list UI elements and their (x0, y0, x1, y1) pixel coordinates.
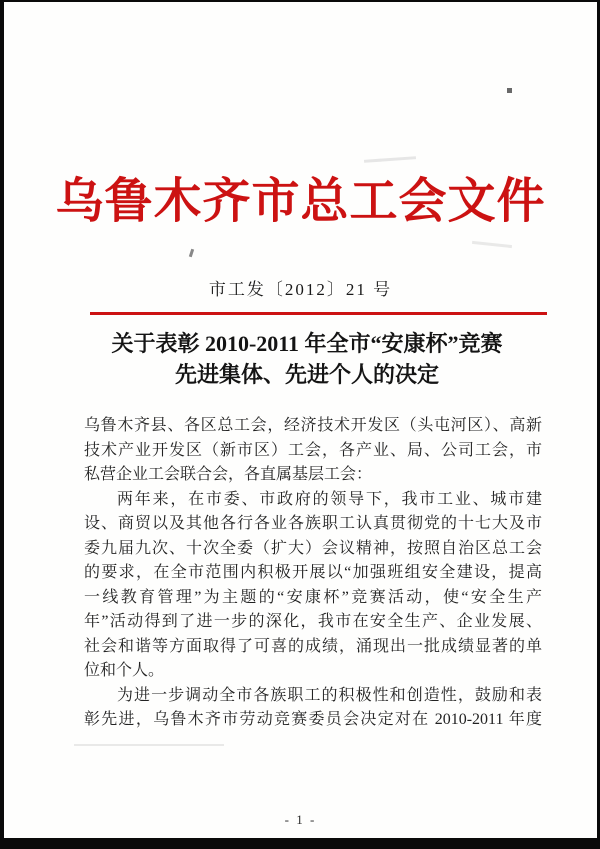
body-line: 社会和谐等方面取得了可喜的成绩，涌现出一批成绩显著的单 (84, 637, 542, 655)
body-line: 一线教育管理”为主题的“安康杯”竞赛活动，使“安全生产 (84, 588, 542, 606)
document-body (84, 414, 542, 733)
body-line: 设、商贸以及其他各行各业各族职工认真贯彻党的十七大及市 (84, 515, 542, 532)
body-line: 技术产业开发区（新市区）工会，各产业、局、公司工会，市 (84, 441, 542, 459)
body-line: 彰先进，乌鲁木齐市劳动竞赛委员会决定对在 2010-2011 年度 (84, 711, 542, 728)
red-divider-rule (90, 312, 547, 315)
document-title (66, 328, 548, 390)
scan-artifact (74, 744, 224, 746)
body-line: 私营企业工会联合会，各直属基层工会： (84, 466, 373, 483)
page-number: - 1 - (284, 812, 317, 827)
document-title-line2: 先进集体、先进个人的决定 (174, 362, 439, 387)
body-line: 年”活动得到了进一步的深化，我市在安全生产、企业发展、 (84, 613, 542, 630)
letterhead-title: 乌鲁木齐市总工会文件 (55, 175, 546, 228)
document-number: 市工发〔2012〕21 号 (208, 280, 393, 299)
scan-artifact (472, 241, 512, 248)
body-line: 为进一步调动全市各族职工的积极性和创造性，鼓励和表 (117, 686, 542, 704)
document-title-line1: 关于表彰 2010-2011 年全市“安康杯”竞赛 (111, 331, 503, 356)
body-line: 乌鲁木齐县、各区总工会，经济技术开发区（头屯河区）、高新 (84, 417, 542, 434)
body-line: 两年来，在市委、市政府的领导下，我市工业、城市建 (117, 490, 542, 508)
scan-artifact (189, 249, 194, 258)
body-line: 的要求，在全市范围内积极开展以“加强班组安全建设，提高 (84, 564, 542, 581)
body-line: 委九届九次、十次全委（扩大）会议精神，按照自治区总工会 (84, 539, 542, 557)
body-line: 位和个人。 (84, 662, 165, 679)
scan-artifact (507, 88, 512, 93)
